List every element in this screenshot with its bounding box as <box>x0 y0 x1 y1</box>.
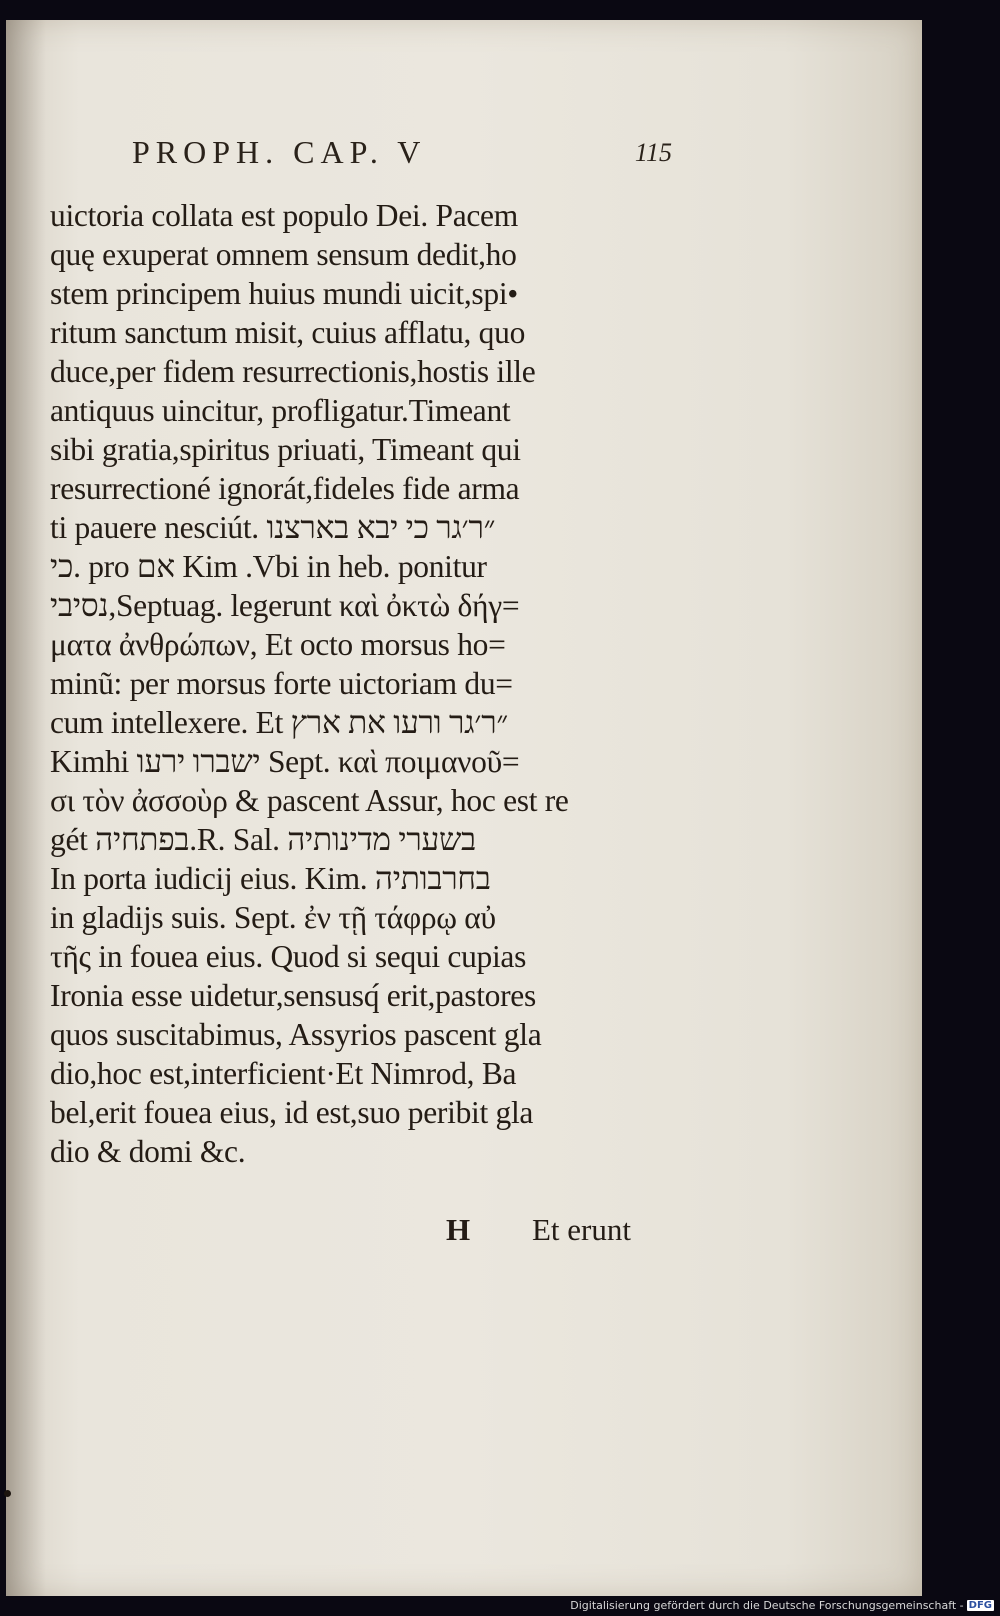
text-line: Kimhi ישברו ירעו Sept. καὶ ποιμανοῦ= <box>50 744 520 779</box>
text-line: gét בפתחיה.R. Sal. בשערי מדינותיה <box>50 822 476 857</box>
text-line: כי. pro אם Kim .Vbi in heb. ponitur <box>50 549 487 584</box>
body-text <box>50 196 670 1171</box>
text-line: quę exuperat omnem sensum dedit,ho <box>50 237 517 272</box>
folio-number: 115 <box>634 138 672 167</box>
text-line: duce,per fidem resurrectionis,hostis ille <box>50 354 536 389</box>
text-line: dio & domi &c. <box>50 1134 246 1169</box>
digitization-credit <box>570 1599 994 1612</box>
text-line: נסיבי,Septuag. legerunt καὶ ὀκτὼ δήγ= <box>50 588 520 623</box>
edge-spot <box>4 1490 11 1497</box>
running-title: PROPH. CAP. V <box>132 134 427 170</box>
signature-mark: H <box>446 1212 471 1247</box>
text-line: τῆς in fouea eius. Quod si sequi cupias <box>50 939 527 974</box>
text-line: quos suscitabimus, Assyrios pascent gla <box>50 1017 542 1052</box>
text-line: bel,erit fouea eius, id est,suo peribit gla <box>50 1095 534 1130</box>
text-line: stem principem huius mundi uicit,spi• <box>50 276 519 311</box>
text-line: antiquus uincitur, profligatur.Timeant <box>50 393 511 428</box>
text-line: ritum sanctum misit, cuius afflatu, quo <box>50 315 526 350</box>
dfg-logo: DFG <box>968 1600 992 1611</box>
book-page <box>6 20 922 1596</box>
text-line: ti pauere nesciút. ״ר׳גר כי יבא בארצנו <box>50 510 496 545</box>
text-line: minũ: per morsus forte uictoriam du= <box>50 666 513 701</box>
credit-text: Digitalisierung gefördert durch die Deutsche Forschungsgemeinschaft - <box>570 1599 964 1612</box>
text-line: In porta iudicij eius. Kim. בחרבותיה <box>50 861 491 896</box>
text-line: σι τὸν ἀσσοὺρ & pascent Assur, hoc est re <box>50 783 569 818</box>
text-line: in gladijs suis. Sept. ἐν τῇ τάφρῳ αὐ <box>50 900 496 935</box>
text-line: uictoria collata est populo Dei. Pacem <box>50 198 518 233</box>
text-line: dio,hoc est,interficient·Et Nimrod, Ba <box>50 1056 517 1091</box>
running-head <box>132 134 672 174</box>
text-line: cum intellexere. Et ״ר׳גר ורעו את ארץ <box>50 705 509 740</box>
text-line: sibi gratia,spiritus priuati, Timeant qui <box>50 432 521 467</box>
catchword: Et erunt <box>532 1212 631 1247</box>
text-line: ματα ἀνθρώπων, Et octo morsus ho= <box>50 627 506 662</box>
text-line: Ironia esse uidetur,sensusq́ erit,pastores <box>50 978 536 1013</box>
text-line: resurrectioné ignorát,fideles fide arma <box>50 471 520 506</box>
